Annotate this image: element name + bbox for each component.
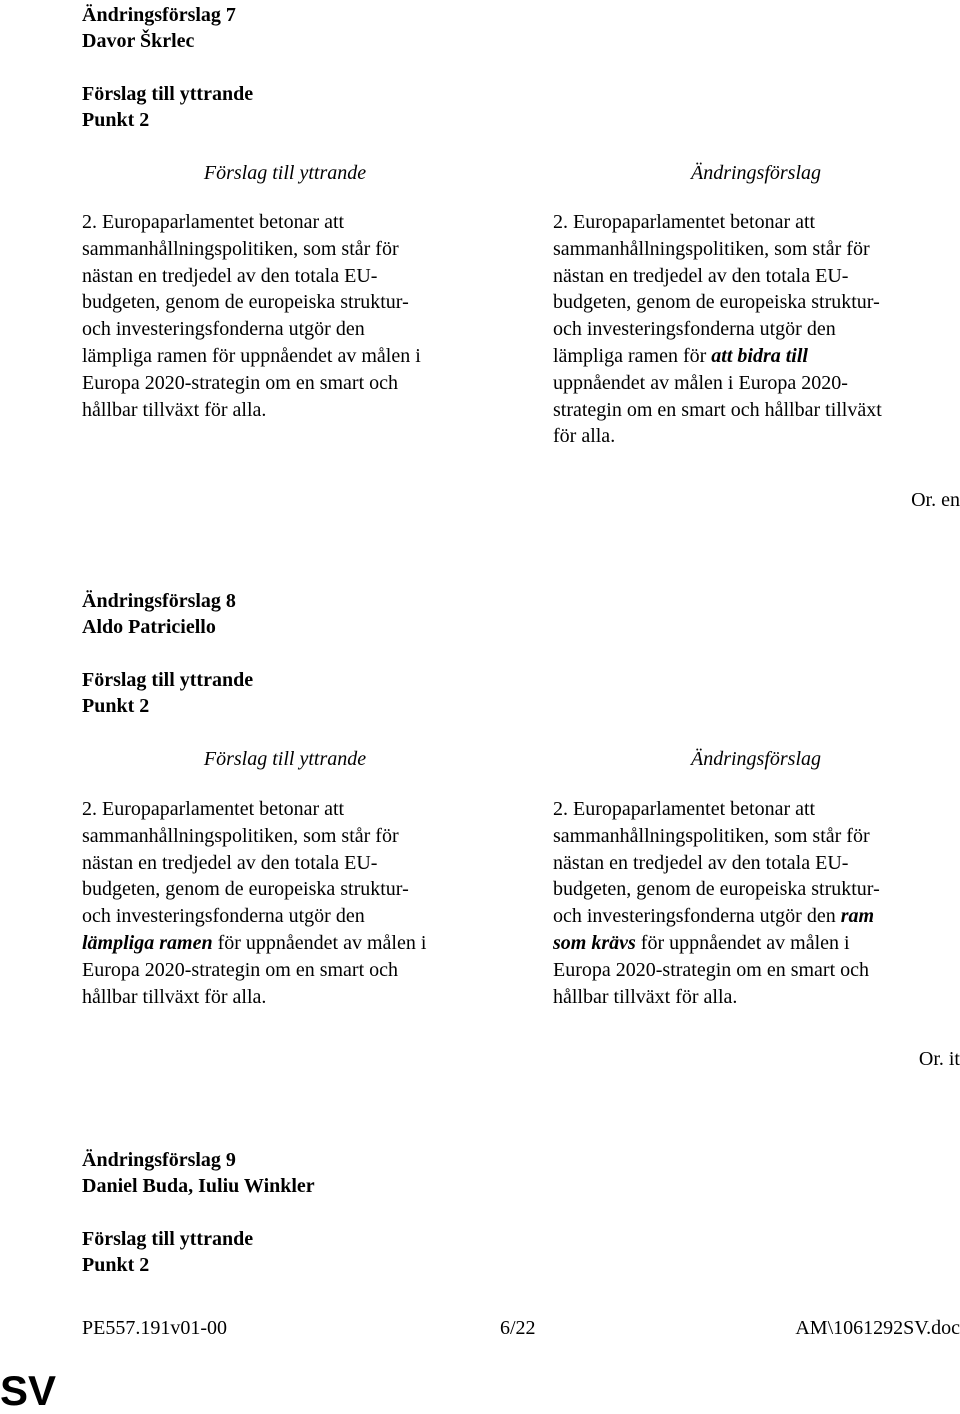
original-text [82, 796, 426, 1010]
text-line: Europa 2020-strategin om en smart och [82, 371, 399, 394]
text-line [82, 930, 426, 957]
text-line: uppnåendet av målen i Europa 2020- [553, 371, 848, 394]
point-label: Punkt 2 [82, 109, 150, 131]
text-line: hållbar tillväxt för alla. [553, 985, 738, 1008]
proposal-label: Förslag till yttrande [82, 83, 254, 105]
text-line: Europa 2020-strategin om en smart och [82, 958, 399, 981]
text-line: och investeringsfonderna utgör den [82, 905, 365, 928]
text-line: 2. Europaparlamentet betonar att [82, 211, 345, 233]
amendment-author: Daniel Buda, Iuliu Winkler [82, 1175, 315, 1197]
text-line: 2. Europaparlamentet betonar att [82, 798, 345, 820]
amended-text [553, 796, 880, 1010]
page-number: 6/22 [500, 1317, 536, 1339]
original-language: Or. it [918, 1048, 960, 1070]
point-label: Punkt 2 [82, 1254, 150, 1276]
amendment-heading: Ändringsförslag 7 [82, 4, 236, 26]
inserted-text: att bidra till [711, 344, 808, 367]
amended-text [553, 209, 882, 450]
text-line: hållbar tillväxt för alla. [82, 398, 267, 421]
text-line: nästan en tredjedel av den totala EU- [82, 264, 378, 287]
text-line: nästan en tredjedel av den totala EU- [82, 851, 378, 874]
text-line: sammanhållningspolitiken, som står för [82, 824, 399, 847]
proposal-label: Förslag till yttrande [82, 1228, 254, 1250]
text-line [553, 930, 880, 957]
text-line: sammanhållningspolitiken, som står för [553, 824, 870, 847]
column-header-right: Ändringsförslag [690, 748, 822, 770]
text-line: sammanhållningspolitiken, som står för [82, 237, 399, 260]
amendment-author: Davor Škrlec [82, 30, 195, 52]
text-line: strategin om en smart och hållbar tillväxt [553, 398, 882, 421]
text-line: 2. Europaparlamentet betonar att [553, 211, 816, 233]
emphasized-text: lämpliga ramen [82, 931, 213, 954]
text-fragment: för uppnåendet av målen i [212, 931, 427, 954]
text-fragment: och investeringsfonderna utgör den [553, 905, 841, 928]
text-line: budgeten, genom de europeiska struktur- [82, 291, 409, 314]
column-header-left: Förslag till yttrande [203, 162, 367, 184]
text-line: nästan en tredjedel av den totala EU- [553, 851, 849, 874]
text-line: sammanhållningspolitiken, som står för [553, 237, 870, 260]
text-line [553, 903, 880, 930]
document-filename: AM\1061292SV.doc [795, 1317, 960, 1339]
column-header-right: Ändringsförslag [690, 162, 822, 184]
text-line: och investeringsfonderna utgör den [553, 318, 836, 341]
column-header-left: Förslag till yttrande [203, 748, 367, 770]
text-line: budgeten, genom de europeiska struktur- [553, 878, 880, 901]
text-line: och investeringsfonderna utgör den [82, 318, 365, 341]
text-line: hållbar tillväxt för alla. [82, 985, 267, 1008]
original-text [82, 209, 421, 423]
text-fragment: lämpliga ramen för [553, 344, 712, 367]
amendment-heading: Ändringsförslag 8 [82, 590, 236, 612]
text-line: budgeten, genom de europeiska struktur- [82, 878, 409, 901]
inserted-text: som krävs [553, 931, 636, 954]
amendment-author: Aldo Patriciello [82, 616, 216, 638]
text-line: 2. Europaparlamentet betonar att [553, 798, 816, 820]
text-line: för alla. [553, 425, 616, 448]
document-reference: PE557.191v01-00 [82, 1317, 227, 1339]
point-label: Punkt 2 [82, 695, 150, 717]
proposal-label: Förslag till yttrande [82, 669, 254, 691]
text-line: lämpliga ramen för uppnåendet av målen i [82, 344, 421, 367]
language-code: SV [0, 1367, 57, 1414]
amendment-heading: Ändringsförslag 9 [82, 1149, 236, 1171]
text-line: nästan en tredjedel av den totala EU- [553, 264, 849, 287]
text-fragment: för uppnåendet av målen i [635, 931, 850, 954]
original-language: Or. en [911, 489, 960, 511]
inserted-text: ram [840, 905, 875, 928]
text-line: Europa 2020-strategin om en smart och [553, 958, 870, 981]
text-line [553, 343, 882, 370]
text-line: budgeten, genom de europeiska struktur- [553, 291, 880, 314]
